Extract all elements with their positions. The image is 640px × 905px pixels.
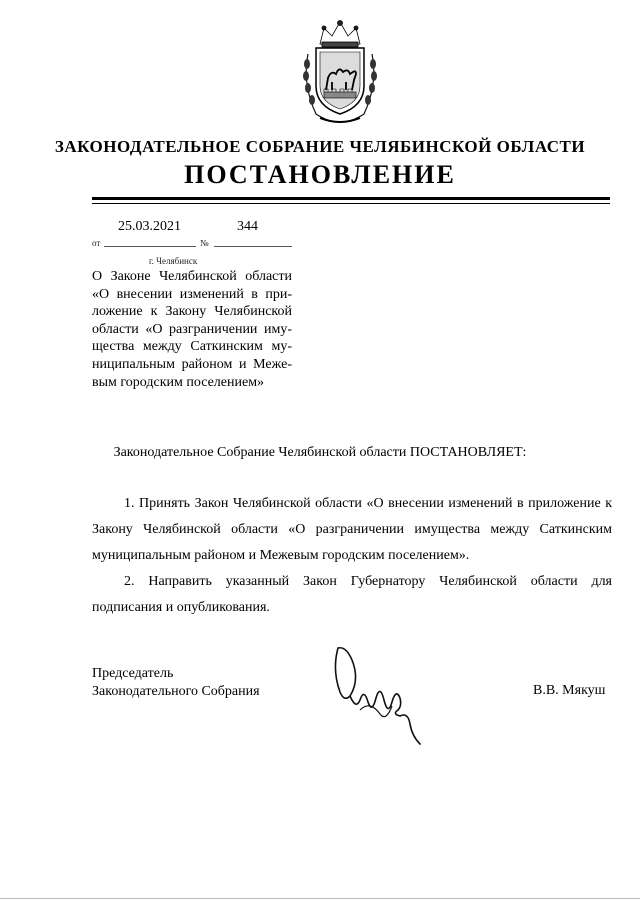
resolution-item-2 <box>92 569 612 621</box>
signatory-role-line2: Законодательного Собрания <box>92 684 260 699</box>
paragraph-line: Закону Челябинской области «О разграничении имущества между Саткинским <box>92 522 612 537</box>
date-prefix-label: от <box>92 238 101 248</box>
subject-line: ниципальным районом и Меже- <box>92 356 292 372</box>
subject-line: щества между Саткинским му- <box>92 339 292 355</box>
resolution-item-1 <box>92 491 612 569</box>
paragraph-line: муниципальным районом и Межевым городским поселением». <box>92 548 470 563</box>
number-underline <box>214 246 292 247</box>
document-type-title: ПОСТАНОВЛЕНИЕ <box>184 160 456 189</box>
document-date: 25.03.2021 <box>118 219 181 234</box>
signatory-role <box>92 665 260 701</box>
handwritten-signature-icon <box>330 640 430 750</box>
subject-line: О Законе Челябинской области <box>92 269 292 284</box>
organization-title: ЗАКОНОДАТЕЛЬНОЕ СОБРАНИЕ ЧЕЛЯБИНСКОЙ ОБЛАСТИ <box>54 137 586 156</box>
paragraph-line: 2. Направить указанный Закон Губернатору Челябинской области для <box>124 574 612 589</box>
paragraph-line: 1. Принять Закон Челябинской области «О внесении изменений в приложение к <box>124 496 612 511</box>
subject-line: области «О разграничении иму- <box>92 321 292 337</box>
page-bottom-edge <box>0 898 640 899</box>
coat-of-arms-icon <box>298 14 382 126</box>
date-underline <box>104 246 196 247</box>
signatory-role-line1: Председатель <box>92 666 174 681</box>
number-prefix-label: № <box>200 238 209 248</box>
paragraph-line: подписания и опубликования. <box>92 600 270 615</box>
document-number: 344 <box>237 219 258 234</box>
subject-line: «О внесении изменений в при- <box>92 286 292 302</box>
header-rule-thick <box>92 197 610 200</box>
preamble: Законодательное Собрание Челябинской области ПОСТАНОВЛЯЕТ: <box>113 445 527 460</box>
subject-line: ложение к Закону Челябинской <box>92 304 292 320</box>
header-rule-thin <box>92 203 610 204</box>
signatory-name: В.В. Мякуш <box>533 683 606 698</box>
city-label: г. Челябинск <box>149 256 198 266</box>
document-subject <box>92 268 292 391</box>
subject-line: вым городским поселением» <box>92 374 265 390</box>
